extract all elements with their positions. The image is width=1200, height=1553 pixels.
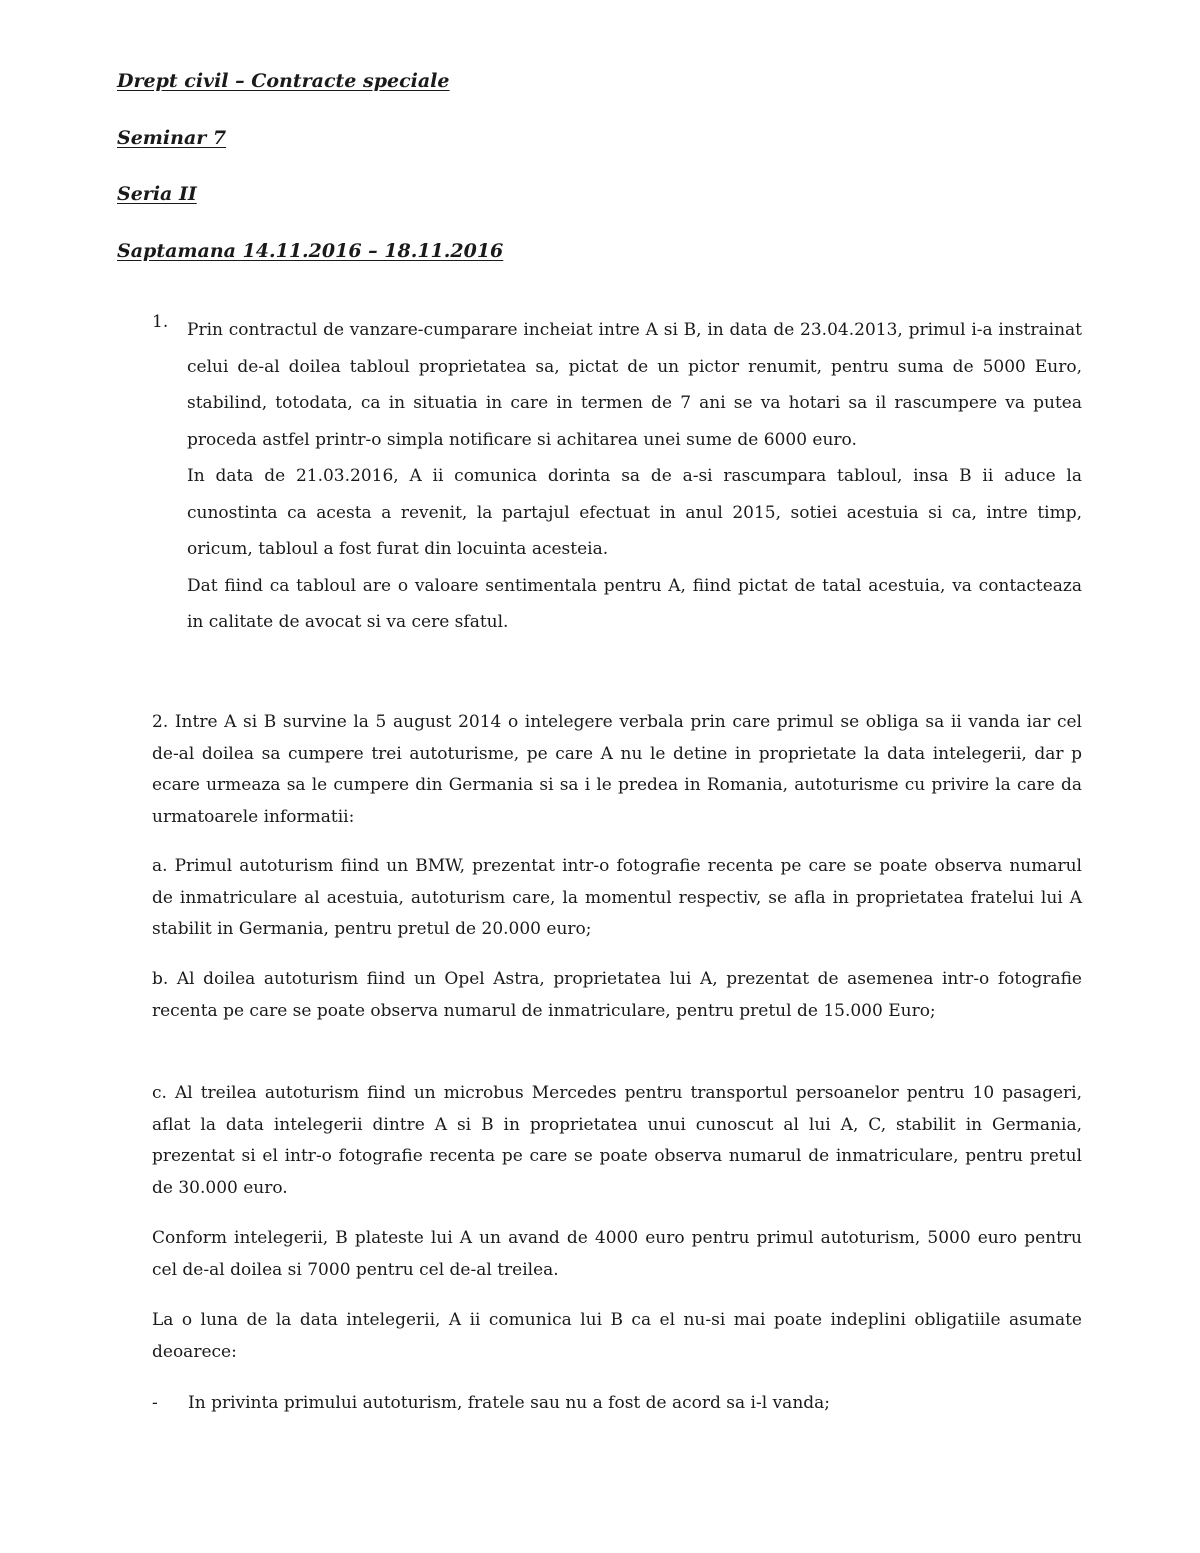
case-1-paragraph: In data de 21.03.2016, A ii comunica dorinta sa de a-si rascumpara tabloul, insa B ii aduce la cunostinta ca acesta a revenit, la partajul efectuat in anul 2015, sotiei acestuia si ca, intre timp, oricum, tabloul a fost furat din locuinta acesteia. <box>187 466 1082 559</box>
bullet-list-item <box>152 1388 1082 1420</box>
series-title: Seria II <box>117 183 197 205</box>
week-title: Saptamana 14.11.2016 – 18.11.2016 <box>117 240 504 262</box>
case-1-body <box>187 312 1082 641</box>
bullet-dash: - <box>152 1393 158 1413</box>
bullet-text: In privinta primului autoturism, fratele sau nu a fost de acord sa i-l vanda; <box>188 1393 831 1413</box>
case-2-item-c: c. Al treilea autoturism fiind un microbus Mercedes pentru transportul persoanelor pentru 10 pasageri, aflat la data intelegerii dintre A si B in proprietatea unui cunoscut al lui A, C, stabilit in Germania, prezentat si el intr-o fotografie recenta pe care se poate observa numarul de inmatriculare, pentru pretul de 30.000 euro. <box>152 1083 1082 1198</box>
case-1-paragraph: Dat fiind ca tabloul are o valoare sentimentala pentru A, fiind pictat de tatal acestuia, va contacteaza in calitate de avocat si va cere sfatul. <box>187 575 1082 632</box>
course-title: Drept civil – Contracte speciale <box>117 70 450 92</box>
case-2-item-b: b. Al doilea autoturism fiind un Opel Astra, proprietatea lui A, prezentat de asemenea intr-o fotografie recenta pe care se poate observa numarul de inmatriculare, pentru pretul de 15.000 Euro; <box>152 969 1082 1021</box>
seminar-title: Seminar 7 <box>117 127 227 149</box>
case-1-paragraph: Prin contractul de vanzare-cumparare incheiat intre A si B, in data de 23.04.2013, primul i-a instrainat celui de-al doilea tabloul proprietatea sa, pictat de un pictor renumit, pentru suma de 5000 Euro, stabilind, totodata, ca in situatia in care in termen de 7 ani se va hotari sa il rascumpere va putea proceda astfel printr-o simpla notificare si achitarea unei sume de 6000 euro. <box>187 320 1082 450</box>
case-2-item-a: a. Primul autoturism fiind un BMW, prezentat intr-o fotografie recenta pe care se poate observa numarul de inmatriculare al acestuia, autoturism care, la momentul respectiv, se afla in proprietatea fratelui lui A stabilit in Germania, pentru pretul de 20.000 euro; <box>152 856 1082 939</box>
case-2-intro: 2. Intre A si B survine la 5 august 2014 o intelegere verbala prin care primul se obliga sa ii vanda iar cel de-al doilea sa cumpere trei autoturisme, pe care A nu le detine in proprietate la data intelegerii, dar p ecare urmeaza sa le cumpere din Germania si sa i le predea in Romania, autoturisme cu privire la care da urmatoarele informatii: <box>152 712 1082 827</box>
case-2-notice: La o luna de la data intelegerii, A ii comunica lui B ca el nu-si mai poate indeplini obligatiile asumate deoarece: <box>152 1310 1082 1362</box>
case-2-advance: Conform intelegerii, B plateste lui A un avand de 4000 euro pentru primul autoturism, 5000 euro pentru cel de-al doilea si 7000 pentru cel de-al treilea. <box>152 1228 1082 1280</box>
case-1 <box>117 312 1082 641</box>
case-1-number: 1. <box>152 312 169 332</box>
